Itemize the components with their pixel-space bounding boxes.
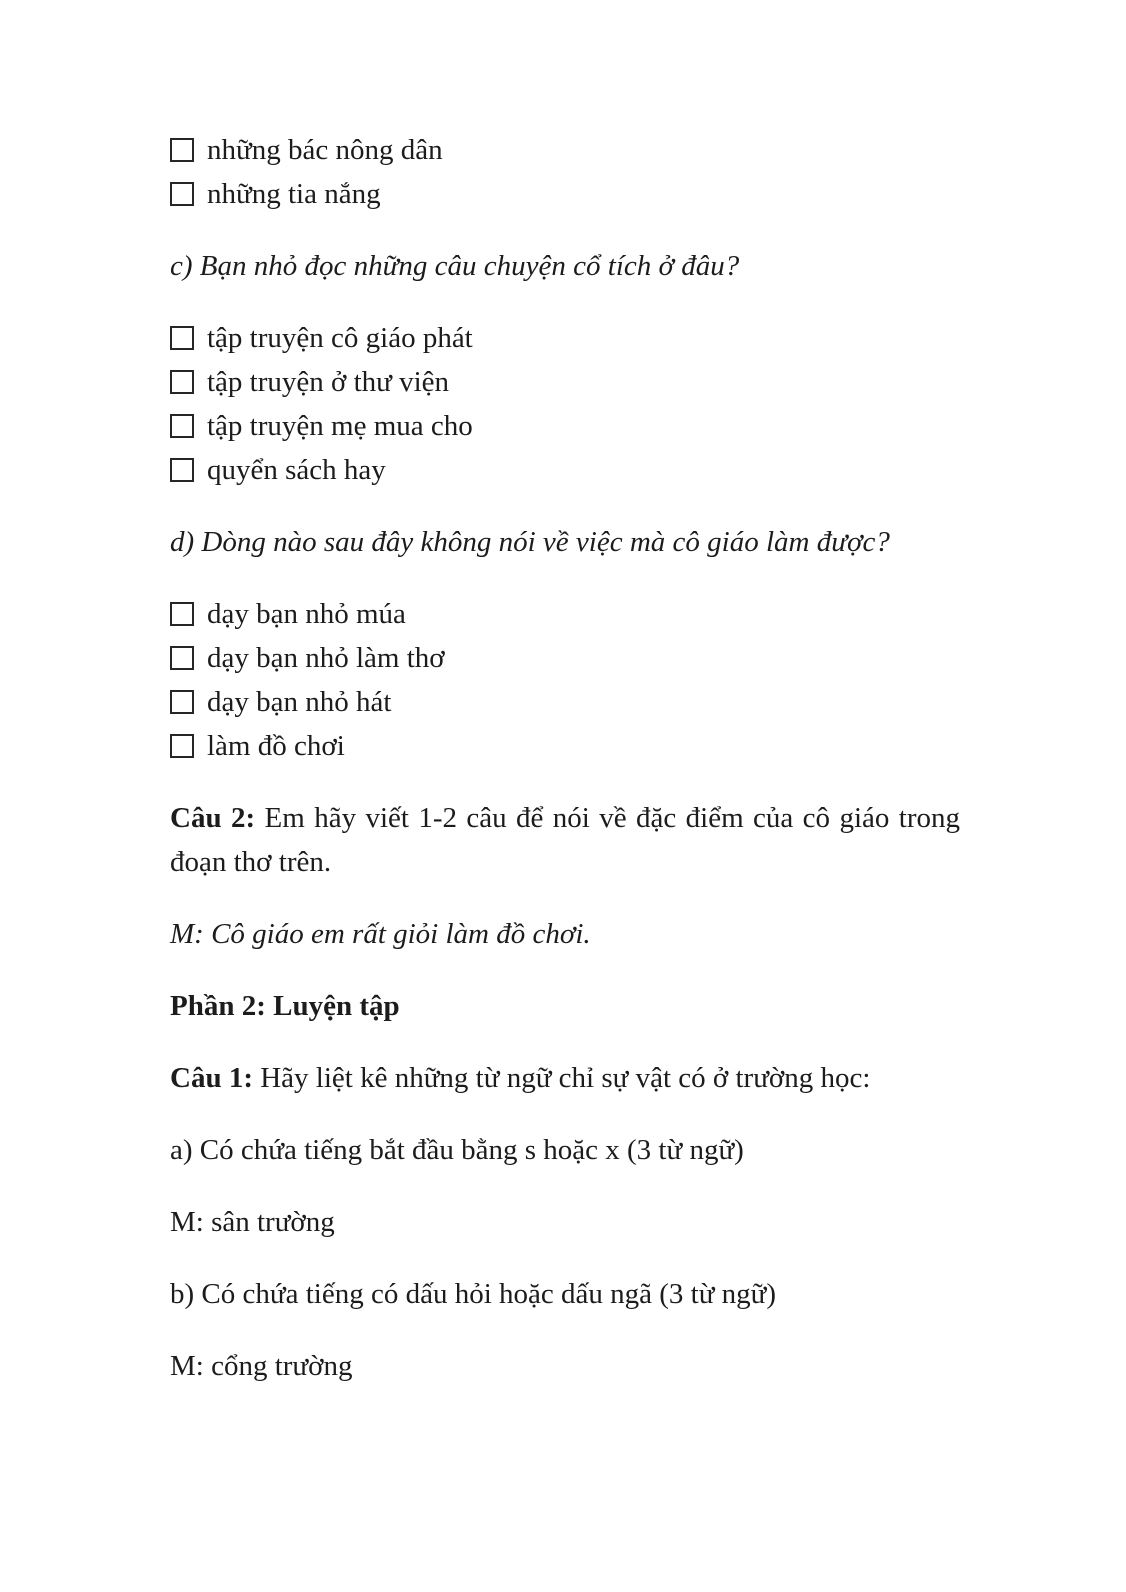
checkbox-icon[interactable] — [170, 326, 194, 350]
answer-option-row — [170, 448, 960, 492]
answer-option-row — [170, 636, 960, 680]
answer-option-row — [170, 404, 960, 448]
answer-option-row — [170, 592, 960, 636]
cau2-prompt — [170, 796, 960, 884]
answer-option-row — [170, 724, 960, 768]
option-label: dạy bạn nhỏ múa — [207, 598, 406, 630]
option-label: tập truyện mẹ mua cho — [207, 410, 473, 442]
answer-option-row — [170, 316, 960, 360]
question-c-prompt: c) Bạn nhỏ đọc những câu chuyện cổ tích ở đâu? — [170, 250, 740, 282]
question-d-options — [170, 592, 960, 768]
part2-heading: Phần 2: Luyện tập — [170, 990, 400, 1022]
cau1-item-b: b) Có chứa tiếng có dấu hỏi hoặc dấu ngã (3 từ ngữ) — [170, 1278, 777, 1310]
option-label: những bác nông dân — [207, 134, 443, 166]
answer-option-row — [170, 172, 960, 216]
checkbox-icon[interactable] — [170, 370, 194, 394]
checkbox-icon[interactable] — [170, 138, 194, 162]
cau1-prompt — [170, 1056, 960, 1100]
option-label: dạy bạn nhỏ làm thơ — [207, 642, 445, 674]
checkbox-icon[interactable] — [170, 646, 194, 670]
cau1-label: Câu 1: — [170, 1062, 253, 1094]
option-label: những tia nắng — [207, 178, 381, 210]
answer-option-row — [170, 360, 960, 404]
question-b-options — [170, 128, 960, 216]
checkbox-icon[interactable] — [170, 458, 194, 482]
cau1-text: Hãy liệt kê những từ ngữ chỉ sự vật có ở trường học: — [260, 1062, 871, 1094]
answer-option-row — [170, 128, 960, 172]
cau2-text: Em hãy viết 1-2 câu để nói về đặc điểm của cô giáo trong đoạn thơ trên. — [170, 802, 960, 878]
option-label: dạy bạn nhỏ hát — [207, 686, 392, 718]
cau2-label: Câu 2: — [170, 802, 256, 834]
answer-option-row — [170, 680, 960, 724]
checkbox-icon[interactable] — [170, 414, 194, 438]
option-label: tập truyện ở thư viện — [207, 366, 450, 398]
checkbox-icon[interactable] — [170, 734, 194, 758]
question-d-prompt: d) Dòng nào sau đây không nói về việc mà cô giáo làm được? — [170, 526, 890, 558]
worksheet-content — [170, 128, 960, 1416]
option-label: quyển sách hay — [207, 454, 386, 486]
cau1-example-b: M: cổng trường — [170, 1350, 353, 1382]
cau1-example-a: M: sân trường — [170, 1206, 335, 1238]
checkbox-icon[interactable] — [170, 690, 194, 714]
option-label: làm đồ chơi — [207, 730, 345, 762]
cau1-item-a: a) Có chứa tiếng bắt đầu bằng s hoặc x (3 từ ngữ) — [170, 1134, 744, 1166]
checkbox-icon[interactable] — [170, 182, 194, 206]
checkbox-icon[interactable] — [170, 602, 194, 626]
question-c-options — [170, 316, 960, 492]
option-label: tập truyện cô giáo phát — [207, 322, 473, 354]
cau2-example: M: Cô giáo em rất giỏi làm đồ chơi. — [170, 918, 591, 950]
